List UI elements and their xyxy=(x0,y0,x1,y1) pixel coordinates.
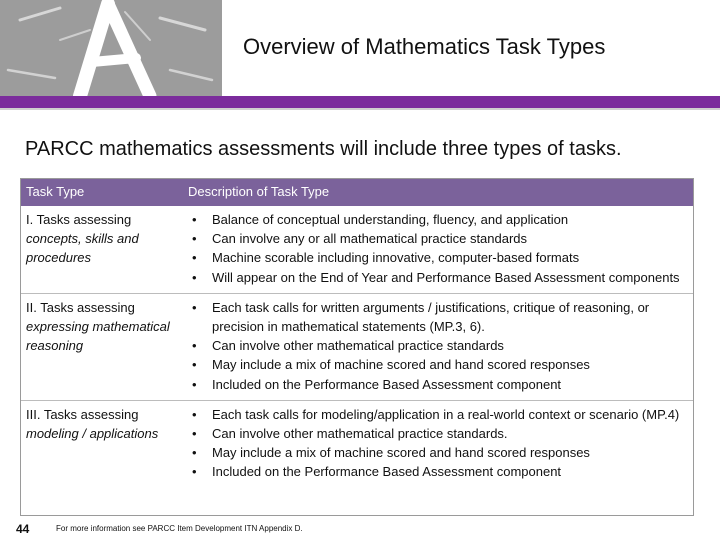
list-item: • Machine scorable including innovative, computer-based formats xyxy=(188,248,688,267)
column-header-description: Description of Task Type xyxy=(182,178,694,206)
divider xyxy=(0,108,720,110)
page-number: 44 xyxy=(16,522,30,536)
table-row xyxy=(20,206,694,293)
task-type-cell xyxy=(20,293,182,400)
list-item: • Included on the Performance Based Assessment component xyxy=(188,462,688,481)
logo-letter-a-icon xyxy=(0,0,222,96)
list-item: • Each task calls for written arguments / justifications, critique of reasoning, or precision in mathematical statements (MP.3, 6). xyxy=(188,298,688,336)
accent-band xyxy=(0,96,720,108)
column-header-task-type: Task Type xyxy=(20,178,182,206)
list-item: • Will appear on the End of Year and Performance Based Assessment components xyxy=(188,268,688,287)
description-cell xyxy=(182,206,694,293)
list-item: • Can involve any or all mathematical practice standards xyxy=(188,229,688,248)
task-type-label: III. Tasks assessing xyxy=(26,406,139,422)
list-item: • Included on the Performance Based Assessment component xyxy=(188,375,688,394)
description-list xyxy=(188,298,688,394)
description-cell xyxy=(182,293,694,400)
task-type-cell xyxy=(20,400,182,487)
page-title: Overview of Mathematics Task Types xyxy=(243,34,606,59)
task-types-table xyxy=(20,178,694,488)
list-item: • May include a mix of machine scored and hand scored responses xyxy=(188,443,688,462)
task-type-label: I. Tasks assessing xyxy=(26,212,132,227)
parcc-logo xyxy=(0,0,222,96)
description-list xyxy=(188,405,688,482)
table-row xyxy=(20,293,694,400)
task-type-focus: modeling / applications xyxy=(26,426,159,442)
table-row xyxy=(20,400,694,487)
list-item: • Each task calls for modeling/application in a real-world context or scenario (MP.4) xyxy=(188,405,688,424)
task-type-cell xyxy=(20,206,182,293)
table-header-row xyxy=(20,178,694,206)
list-item: • May include a mix of machine scored and hand scored responses xyxy=(188,355,688,374)
task-type-focus: concepts, skills and procedures xyxy=(26,231,139,266)
list-item: • Can involve other mathematical practice standards. xyxy=(188,424,688,443)
footnote: For more information see PARCC Item Development ITN Appendix D. xyxy=(56,524,303,533)
slide-subtitle: PARCC mathematics assessments will include three types of tasks. xyxy=(25,138,622,160)
task-type-focus: expressing mathematical reasoning xyxy=(26,319,170,354)
task-type-label: II. Tasks assessing xyxy=(26,299,135,315)
description-list xyxy=(188,210,688,287)
list-item: • Can involve other mathematical practice standards xyxy=(188,336,688,355)
description-cell xyxy=(182,400,694,487)
list-item: • Balance of conceptual understanding, fluency, and application xyxy=(188,210,688,229)
